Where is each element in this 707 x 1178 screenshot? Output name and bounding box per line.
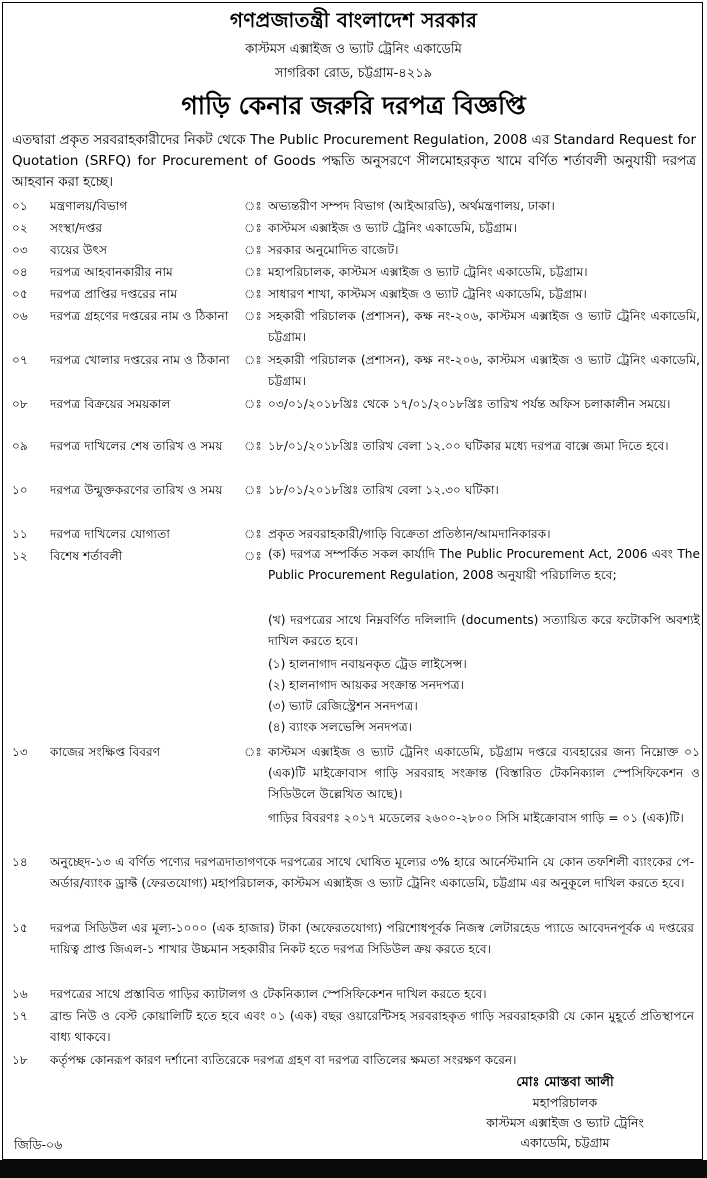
item-colon: ঃ: [244, 309, 262, 323]
item-number: ১৩: [12, 745, 28, 759]
item-colon: ঃ: [244, 287, 262, 301]
intro-paragraph: এতদ্বারা প্রকৃত সরবরাহকারীদের নিকট থেকে The Public Procurement Regulation, 2008 এর Standard Request for Quotation (SRFQ) for Procurement of Goods পদ্ধতি অনুসরণে সীলমোহরকৃত খামে বর্ণিত শর্তাবলী অনুযায়ী দরপত্র আহবান করা হচ্ছে।: [12, 133, 696, 190]
paragraph-number: ১৬: [12, 987, 28, 1001]
condition-a: (ক) দরপত্র সম্পর্কিত সকল কার্যাদি The Public Procurement Act, 2006 এবং The Public Procurement Regulation, 2008 অনুযায়ী পরিচালিত হবে;: [268, 547, 700, 582]
vehicle-detail: গাড়ির বিবরণঃ ২০১৭ মডেলের ২৬০০-২৮০০ সিসি মাইক্রোবাস গাড়ি = ০১ (এক)টি।: [268, 811, 684, 825]
paragraph-number: ১৮: [12, 1053, 28, 1067]
notice-title: গাড়ি কেনার জরুরি দরপত্র বিজ্ঞপ্তি: [181, 91, 526, 120]
paragraph-text: দরপত্রের সাথে প্রস্তাবিত গাড়ির ক্যাটালগ ও টেকনিক্যাল স্পেসিফিকেশন দাখিল করতে হবে।: [50, 987, 487, 1001]
item-colon: ঃ: [244, 527, 262, 541]
item-value: ০৩/০১/২০১৮খ্রিঃ থেকে ১৭/০১/২০১৮খ্রিঃ তারিখ পর্যন্ত অফিস চলাকালীন সময়ে।: [268, 397, 671, 411]
document-list: [268, 654, 700, 738]
paragraph-number: ১৭: [12, 1009, 28, 1023]
paragraph-number: ১৪: [12, 855, 28, 869]
item-value: অভ্যন্তরীণ সম্পদ বিভাগ (আইআরডি), অর্থমন্ত্রণালয়, ঢাকা।: [268, 199, 555, 213]
item-label: সংস্থা/দপ্তর: [50, 221, 103, 235]
item-number: ০২: [12, 221, 28, 235]
item-number: ০৮: [12, 397, 28, 411]
item-value: ১৮/০১/২০১৮খ্রিঃ তারিখ বেলা ১২.০০ ঘটিকার মধ্যে দরপত্র বাক্সে জমা দিতে হবে।: [268, 439, 669, 453]
item-colon: ঃ: [244, 353, 262, 367]
organization-name: কাস্টমস এক্সাইজ ও ভ্যাট ট্রেনিং একাডেমি: [245, 42, 462, 57]
paragraph-text: ব্রান্ড নিউ ও বেস্ট কোয়ালিটি হতে হবে এবং ০১ (এক) বছর ওয়ারেন্টিসহ সরবরাহকৃত গাড়ি সরবরাহকারী যে কোন মুহূর্তে প্রতিস্থাপনে বাধ্য থাকবে।: [50, 1009, 694, 1044]
document-item: (২) হালনাগাদ আয়কর সংক্রান্ত সনদপত্র।: [268, 678, 465, 692]
item-value: সহকারী পরিচালক (প্রশাসন), কক্ষ নং-২০৬, কাস্টমস এক্সাইজ ও ভ্যাট ট্রেনিং একাডেমি, চট্টগ্রাম।: [268, 309, 700, 344]
item-number: ০৬: [12, 309, 28, 323]
item-number: ১১: [12, 527, 28, 541]
item-label: দরপত্র আহবানকারীর নাম: [50, 265, 173, 279]
item-colon: ঃ: [244, 199, 262, 213]
item-label: দরপত্র প্রাপ্তির দপ্তরের নাম: [50, 287, 178, 301]
item-colon: ঃ: [244, 243, 262, 257]
item-number: ০৫: [12, 287, 28, 301]
item-number: ১২: [12, 549, 28, 563]
item-number: ০৯: [12, 439, 28, 453]
item-label: দরপত্র গ্রহণের দপ্তরের নাম ও ঠিকানা: [50, 309, 229, 323]
signatory-organization-line2: একাডেমি, চট্টগ্রাম: [520, 1135, 610, 1150]
item-label: কাজের সংক্ষিপ্ত বিবরণ: [50, 745, 161, 759]
document-item: (৪) ব্যাংক সলভেন্সি সনদপত্র।: [268, 720, 413, 734]
work-description: কাস্টমস এক্সাইজ ও ভ্যাট ট্রেনিং একাডেমি, চট্টগ্রাম দপ্তরে ব্যবহারের জন্য নিম্নোক্ত ০১ (এক)টি মাইক্রোবাস গাড়ি সরবরাহ সংক্রান্ত (বিস্তারিত টেকনিক্যাল স্পেসিফিকেশন ও সিডিউলে উল্লেখিত আছে)।: [268, 745, 700, 801]
item-number: ১০: [12, 483, 28, 497]
paragraph-number: ১৫: [12, 921, 28, 935]
condition-b: (খ) দরপত্রের সাথে নিম্নবর্ণিত দলিলাদি (documents) সত্যায়িত করে ফটোকপি অবশ্যই দাখিল করতে হবে।: [268, 613, 700, 648]
item-label: দরপত্র খোলার দপ্তরের নাম ও ঠিকানা: [50, 353, 230, 367]
item-value: ১৮/০১/২০১৮খ্রিঃ তারিখ বেলা ১২.৩০ ঘটিকা।: [268, 483, 499, 497]
item-value: মহাপরিচালক, কাস্টমস এক্সাইজ ও ভ্যাট ট্রেনিং একাডেমি, চট্টগ্রাম।: [268, 265, 588, 279]
document-item: (৩) ভ্যাট রেজিস্ট্রেশন সনদপত্র।: [268, 699, 418, 713]
item-label: দরপত্র উন্মুক্তকরণের তারিখ ও সময়: [50, 483, 223, 497]
paragraph-text: অনুচ্ছেদ-১৩ এ বর্ণিত পণ্যের দরপত্রদাতাগণকে দরপত্রের সাথে ঘোষিত মূল্যের ৩% হারে আর্নেস্টমানি যে কোন তফশিলী ব্যাংকের পে-অর্ডার/ব্যাংক ড্রাফ্ট (ফেরতযোগ্য) মহাপরিচালক, কাস্টমস এক্সাইজ ও ভ্যাট ট্রেনিং একাডেমি, চট্টগ্রাম এর অনুকূলে দাখিল করতে হবে।: [50, 855, 694, 890]
signatory-name: মোঃ মোস্তবা আলী: [516, 1075, 614, 1090]
signatory-organization-line1: কাস্টমস এক্সাইজ ও ভ্যাট ট্রেনিং: [486, 1115, 644, 1130]
item-number: ০৪: [12, 265, 28, 279]
item-number: ০৩: [12, 243, 28, 257]
item-label: ব্যয়ের উৎস: [50, 243, 108, 257]
item-colon: ঃ: [244, 265, 262, 279]
item-value: কাস্টমস এক্সাইজ ও ভ্যাট ট্রেনিং একাডেমি, চট্টগ্রাম।: [268, 221, 517, 235]
paragraph-text: দরপত্র সিডিউল এর মূল্য-১০০০ (এক হাজার) টাকা (অফেরতযোগ্য) পরিশোধপূর্বক নিজস্ব লেটারহেড প্যাডে আবেদনপূর্বক এ দপ্তরের দায়িত্ব প্রাপ্ত জিএল-১ শাখার উচ্চমান সহকারীর নিকট হতে দরপত্র সিডিউল ক্রয় করতে হবে।: [50, 921, 694, 956]
organization-address: সাগরিকা রোড, চট্টগ্রাম-৪২১৯: [274, 66, 433, 81]
item-colon: ঃ: [244, 221, 262, 235]
item-colon: ঃ: [244, 745, 262, 759]
item-colon: ঃ: [244, 397, 262, 411]
signatory-designation: মহাপরিচালক: [532, 1095, 598, 1110]
item-value: প্রকৃত সরবরাহকারী/গাড়ি বিক্রেতা প্রতিষ্ঠান/আমদানিকারক।: [268, 527, 551, 541]
government-title: গণপ্রজাতন্ত্রী বাংলাদেশ সরকার: [229, 8, 478, 32]
paragraph-text: কর্তৃপক্ষ কোনরূপ কারণ দর্শানো ব্যতিরেকে দরপত্র গ্রহণ বা দরপত্র বাতিলের ক্ষমতা সংরক্ষণ করেন।: [50, 1053, 517, 1067]
item-label: দরপত্র দাখিলের যোগ্যতা: [50, 527, 170, 541]
item-colon: ঃ: [244, 483, 262, 497]
item-number: ০১: [12, 199, 28, 213]
item-label: মন্ত্রণালয়/বিভাগ: [50, 199, 128, 213]
item-label: দরপত্র দাখিলের শেষ তারিখ ও সময়: [50, 439, 223, 453]
item-number: ০৭: [12, 353, 28, 367]
item-colon: ঃ: [244, 439, 262, 453]
document-item: (১) হালনাগাদ নবায়নকৃত ট্রেড লাইসেন্স।: [268, 657, 467, 671]
item-value: সাধারণ শাখা, কাস্টমস এক্সাইজ ও ভ্যাট ট্রেনিং একাডেমি, চট্টগ্রাম।: [268, 287, 587, 301]
item-value: সহকারী পরিচালক (প্রশাসন), কক্ষ নং-২০৬, কাস্টমস এক্সাইজ ও ভ্যাট ট্রেনিং একাডেমি, চট্টগ্রাম।: [268, 353, 700, 388]
gd-code: জিডি-০৬: [14, 1137, 63, 1152]
item-colon: ঃ: [244, 549, 262, 563]
item-value: সরকার অনুমোদিত বাজেট।: [268, 243, 399, 257]
item-label: বিশেষ শর্তাবলী: [50, 549, 123, 563]
item-label: দরপত্র বিক্রয়ের সময়কাল: [50, 397, 171, 411]
bottom-bar: [0, 1160, 707, 1178]
